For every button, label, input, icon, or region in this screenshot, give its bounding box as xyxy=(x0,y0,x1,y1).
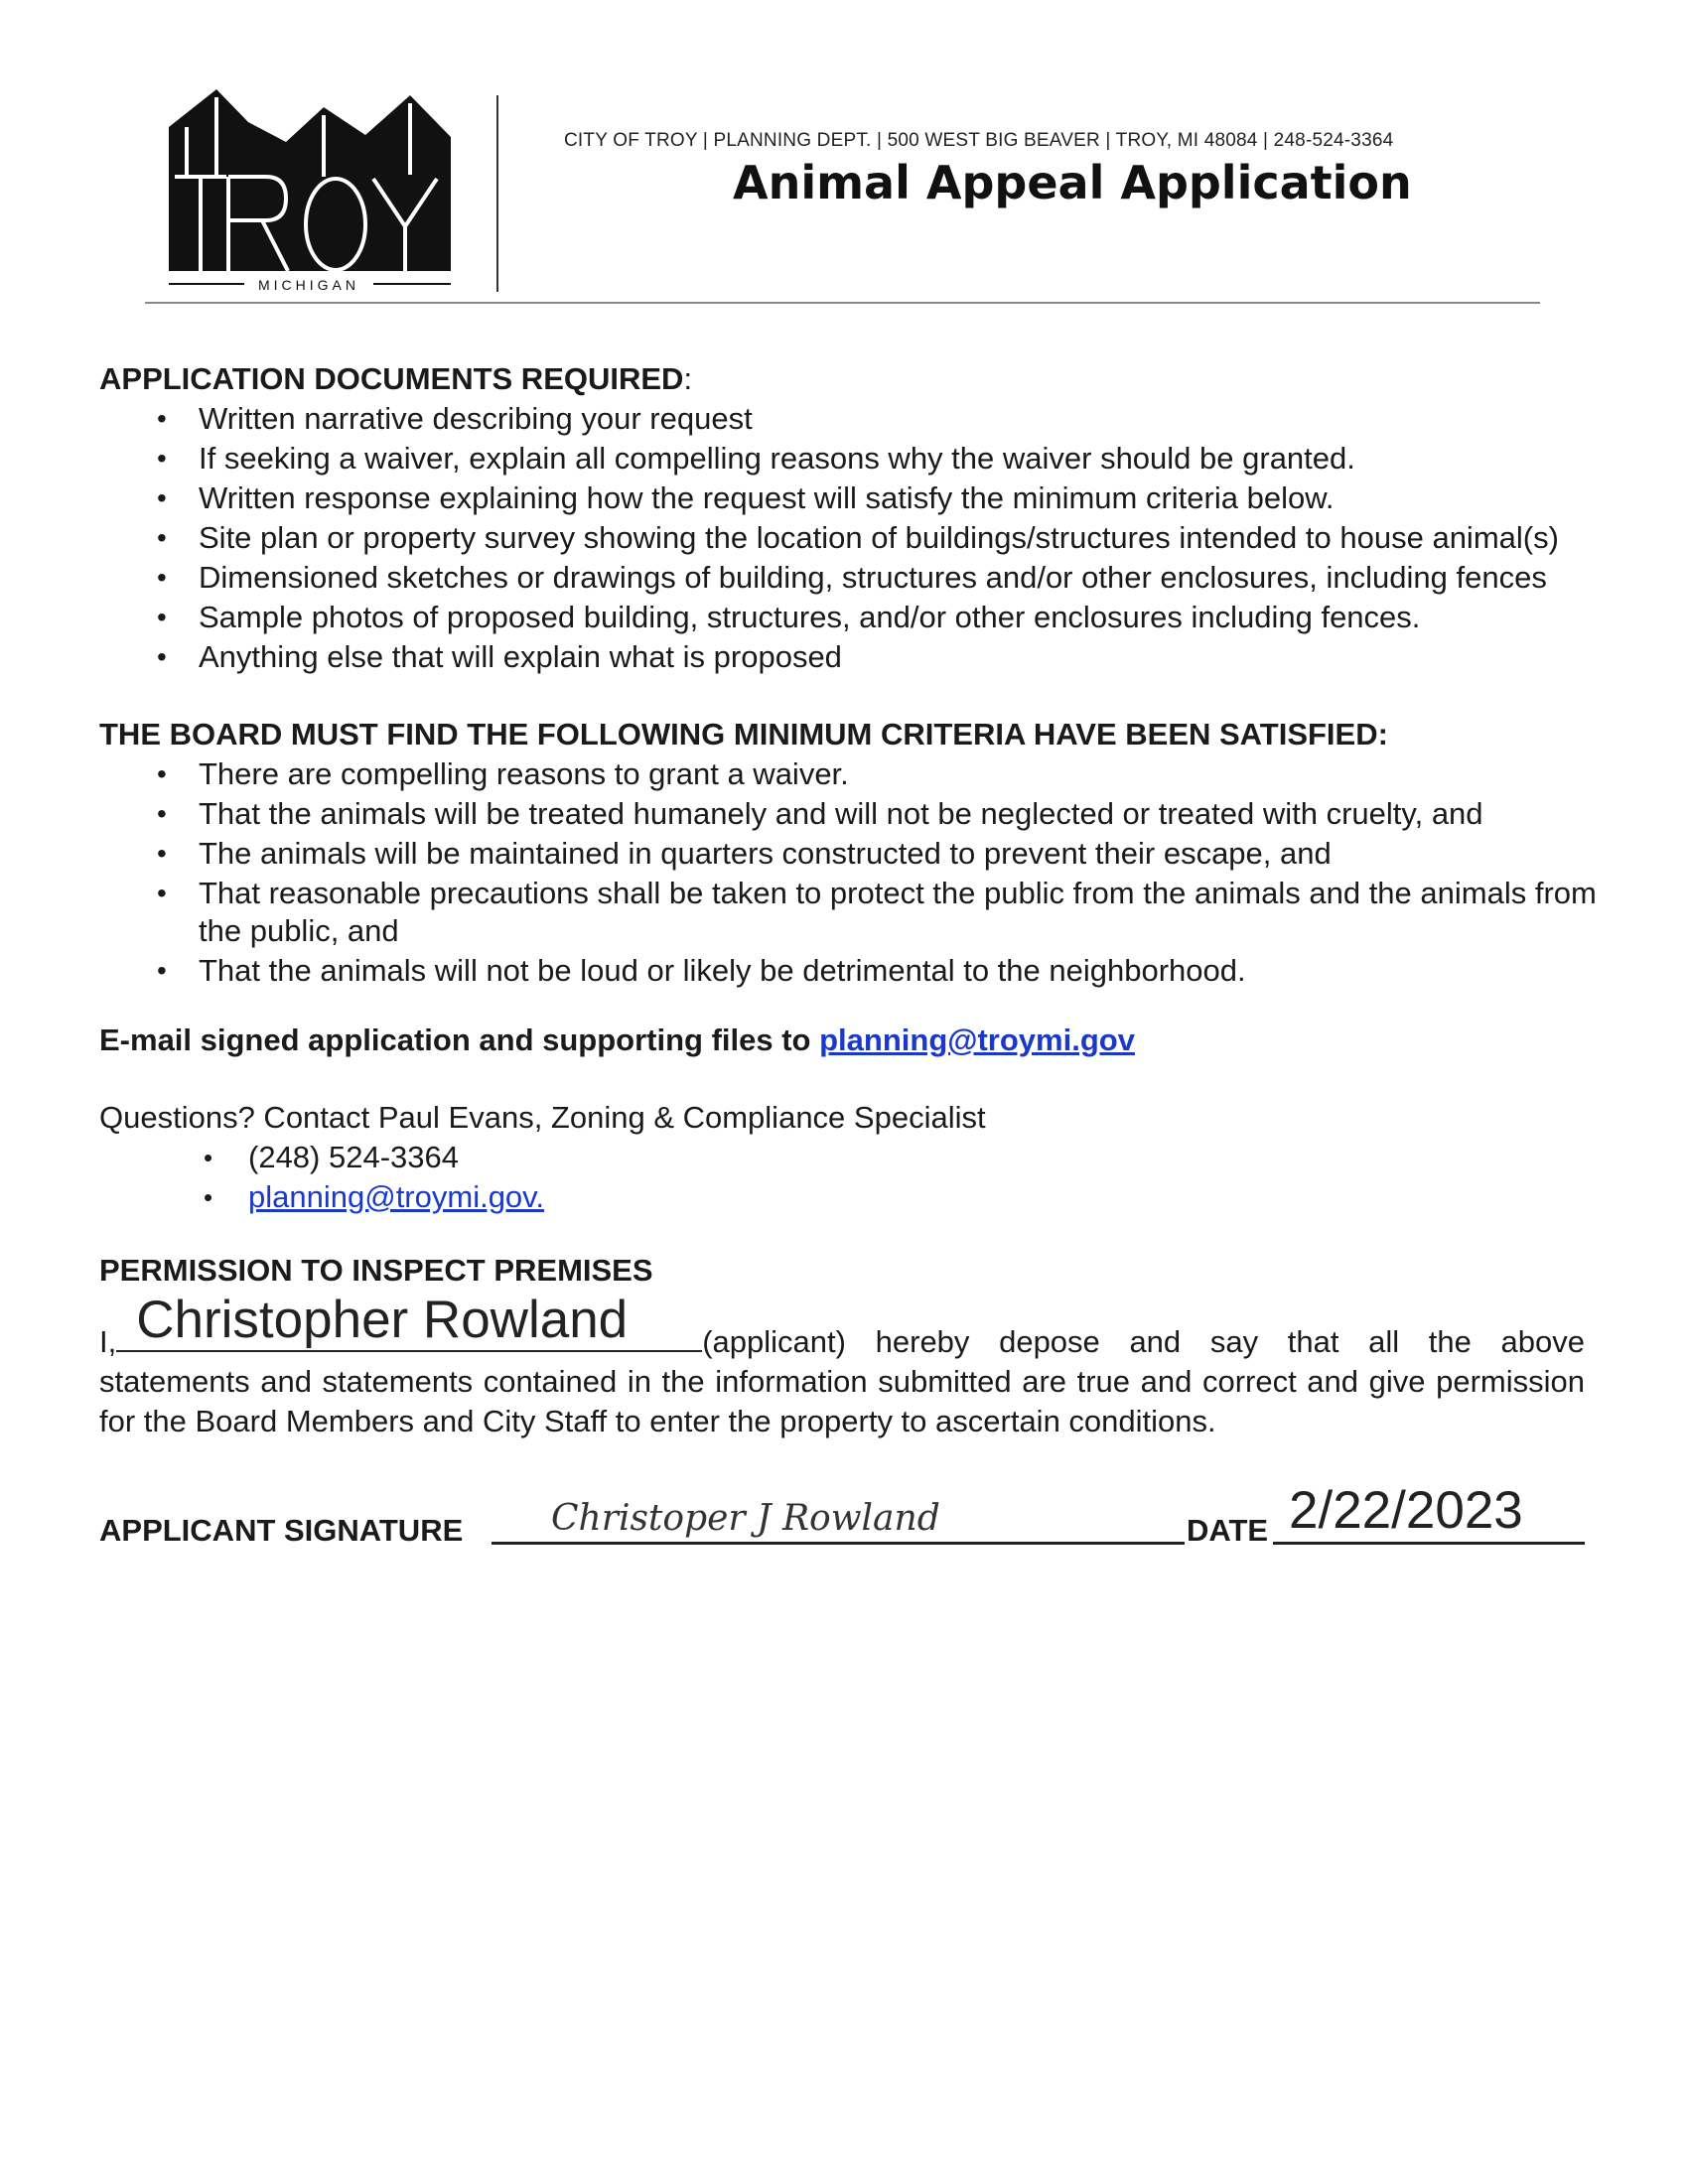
list-item-text: If seeking a waiver, explain all compelling reasons why the waiver should be granted. xyxy=(199,441,1355,476)
list-item xyxy=(99,1138,1589,1177)
list-item-text: That the animals will not be loud or likely be detrimental to the neighborhood. xyxy=(199,953,1246,988)
permission-body: statements and statements contained in the information submitted are true and correct and give permission for the Board Members and City Staff to enter the property to ascertain conditions. xyxy=(99,1364,1585,1438)
list-item xyxy=(99,834,1628,874)
date-value: 2/22/2023 xyxy=(1289,1481,1523,1540)
documents-heading xyxy=(99,359,1589,399)
bullet-icon: • xyxy=(157,641,167,672)
document-header xyxy=(0,0,1688,308)
permission-line1-rest: (applicant) hereby depose and say that all the above xyxy=(702,1324,1585,1359)
list-item-text: The animals will be maintained in quarters constructed to prevent their escape, and xyxy=(199,836,1332,871)
bullet-icon: • xyxy=(157,403,167,434)
bullet-icon: • xyxy=(157,482,167,513)
header-vertical-divider xyxy=(496,95,498,292)
list-item xyxy=(99,598,1628,637)
questions-contact: Questions? Contact Paul Evans, Zoning & Compliance Specialist xyxy=(99,1100,986,1135)
list-item-text: Dimensioned sketches or drawings of building, structures and/or other enclosures, including fences xyxy=(199,560,1547,595)
list-item xyxy=(99,874,1628,951)
documents-heading-colon: : xyxy=(683,361,693,396)
permission-statement xyxy=(99,1291,1585,1441)
form-body xyxy=(99,359,1597,1551)
bullet-icon: • xyxy=(157,798,167,829)
bullet-icon: • xyxy=(157,878,167,908)
list-item-text: Written narrative describing your request xyxy=(199,401,753,436)
criteria-heading: THE BOARD MUST FIND THE FOLLOWING MINIMUM CRITERIA HAVE BEEN SATISFIED: xyxy=(99,717,1388,751)
list-item xyxy=(99,637,1628,677)
applicant-name-field[interactable] xyxy=(116,1291,702,1352)
list-item xyxy=(99,1177,1589,1217)
bullet-icon: • xyxy=(157,522,167,553)
troy-michigan-logo-icon xyxy=(167,87,451,292)
submission-instructions xyxy=(99,1021,1589,1060)
list-item xyxy=(99,478,1628,518)
criteria-list xyxy=(99,754,1597,991)
city-contact-line: CITY OF TROY | PLANNING DEPT. | 500 WEST BIG BEAVER | TROY, MI 48084 | 248-524-3364 xyxy=(564,130,1394,151)
permission-heading: PERMISSION TO INSPECT PREMISES xyxy=(99,1253,653,1288)
signature-label: APPLICANT SIGNATURE xyxy=(99,1513,464,1548)
submission-text: E-mail signed application and supporting files to xyxy=(99,1023,820,1057)
documents-heading-text: APPLICATION DOCUMENTS REQUIRED xyxy=(99,361,684,396)
list-item-text: That reasonable precautions shall be taken to protect the public from the animals and the animals from the public, and xyxy=(199,876,1597,948)
permission-prefix: I, xyxy=(99,1324,117,1359)
bullet-icon: • xyxy=(157,443,167,474)
applicant-name-value: Christopher Rowland xyxy=(136,1291,629,1349)
bullet-icon: • xyxy=(204,1143,213,1172)
bullet-icon: • xyxy=(204,1182,213,1212)
documents-list xyxy=(99,399,1589,677)
list-item xyxy=(99,439,1628,478)
submission-email-link[interactable]: planning@troymi.gov xyxy=(819,1023,1135,1057)
list-item xyxy=(99,558,1628,598)
list-item xyxy=(99,518,1628,558)
signature-value: Christoper J Rowland xyxy=(551,1498,940,1539)
list-item-text: That the animals will be treated humanely and will not be neglected or treated with cruelty, and xyxy=(199,796,1483,831)
bullet-icon: • xyxy=(157,602,167,632)
bullet-icon: • xyxy=(157,955,167,986)
permission-first-line xyxy=(99,1291,1585,1362)
list-item-text: Sample photos of proposed building, structures, and/or other enclosures including fences. xyxy=(199,600,1421,634)
list-item-text: There are compelling reasons to grant a waiver. xyxy=(199,756,849,791)
signature-field[interactable] xyxy=(492,1542,1185,1545)
list-item-text: Site plan or property survey showing the location of buildings/structures intended to house animal(s) xyxy=(199,520,1559,555)
contact-email-link[interactable]: planning@troymi.gov. xyxy=(248,1179,544,1214)
contact-list xyxy=(99,1138,1589,1217)
list-item xyxy=(99,399,1628,439)
header-divider xyxy=(145,302,1540,304)
list-item-text: Written response explaining how the request will satisfy the minimum criteria below. xyxy=(199,480,1335,515)
list-item xyxy=(99,754,1628,794)
contact-phone: (248) 524-3364 xyxy=(248,1140,459,1174)
list-item-text: Anything else that will explain what is proposed xyxy=(199,639,842,674)
list-item xyxy=(99,951,1628,991)
logo-subtitle: MICHIGAN xyxy=(258,277,359,292)
bullet-icon: • xyxy=(157,838,167,869)
list-item xyxy=(99,794,1628,834)
page-title: Animal Appeal Application xyxy=(733,156,1412,209)
signature-row xyxy=(99,1481,1589,1551)
bullet-icon: • xyxy=(157,758,167,789)
bullet-icon: • xyxy=(157,562,167,593)
date-field[interactable] xyxy=(1273,1542,1585,1545)
date-label: DATE xyxy=(1187,1513,1269,1548)
